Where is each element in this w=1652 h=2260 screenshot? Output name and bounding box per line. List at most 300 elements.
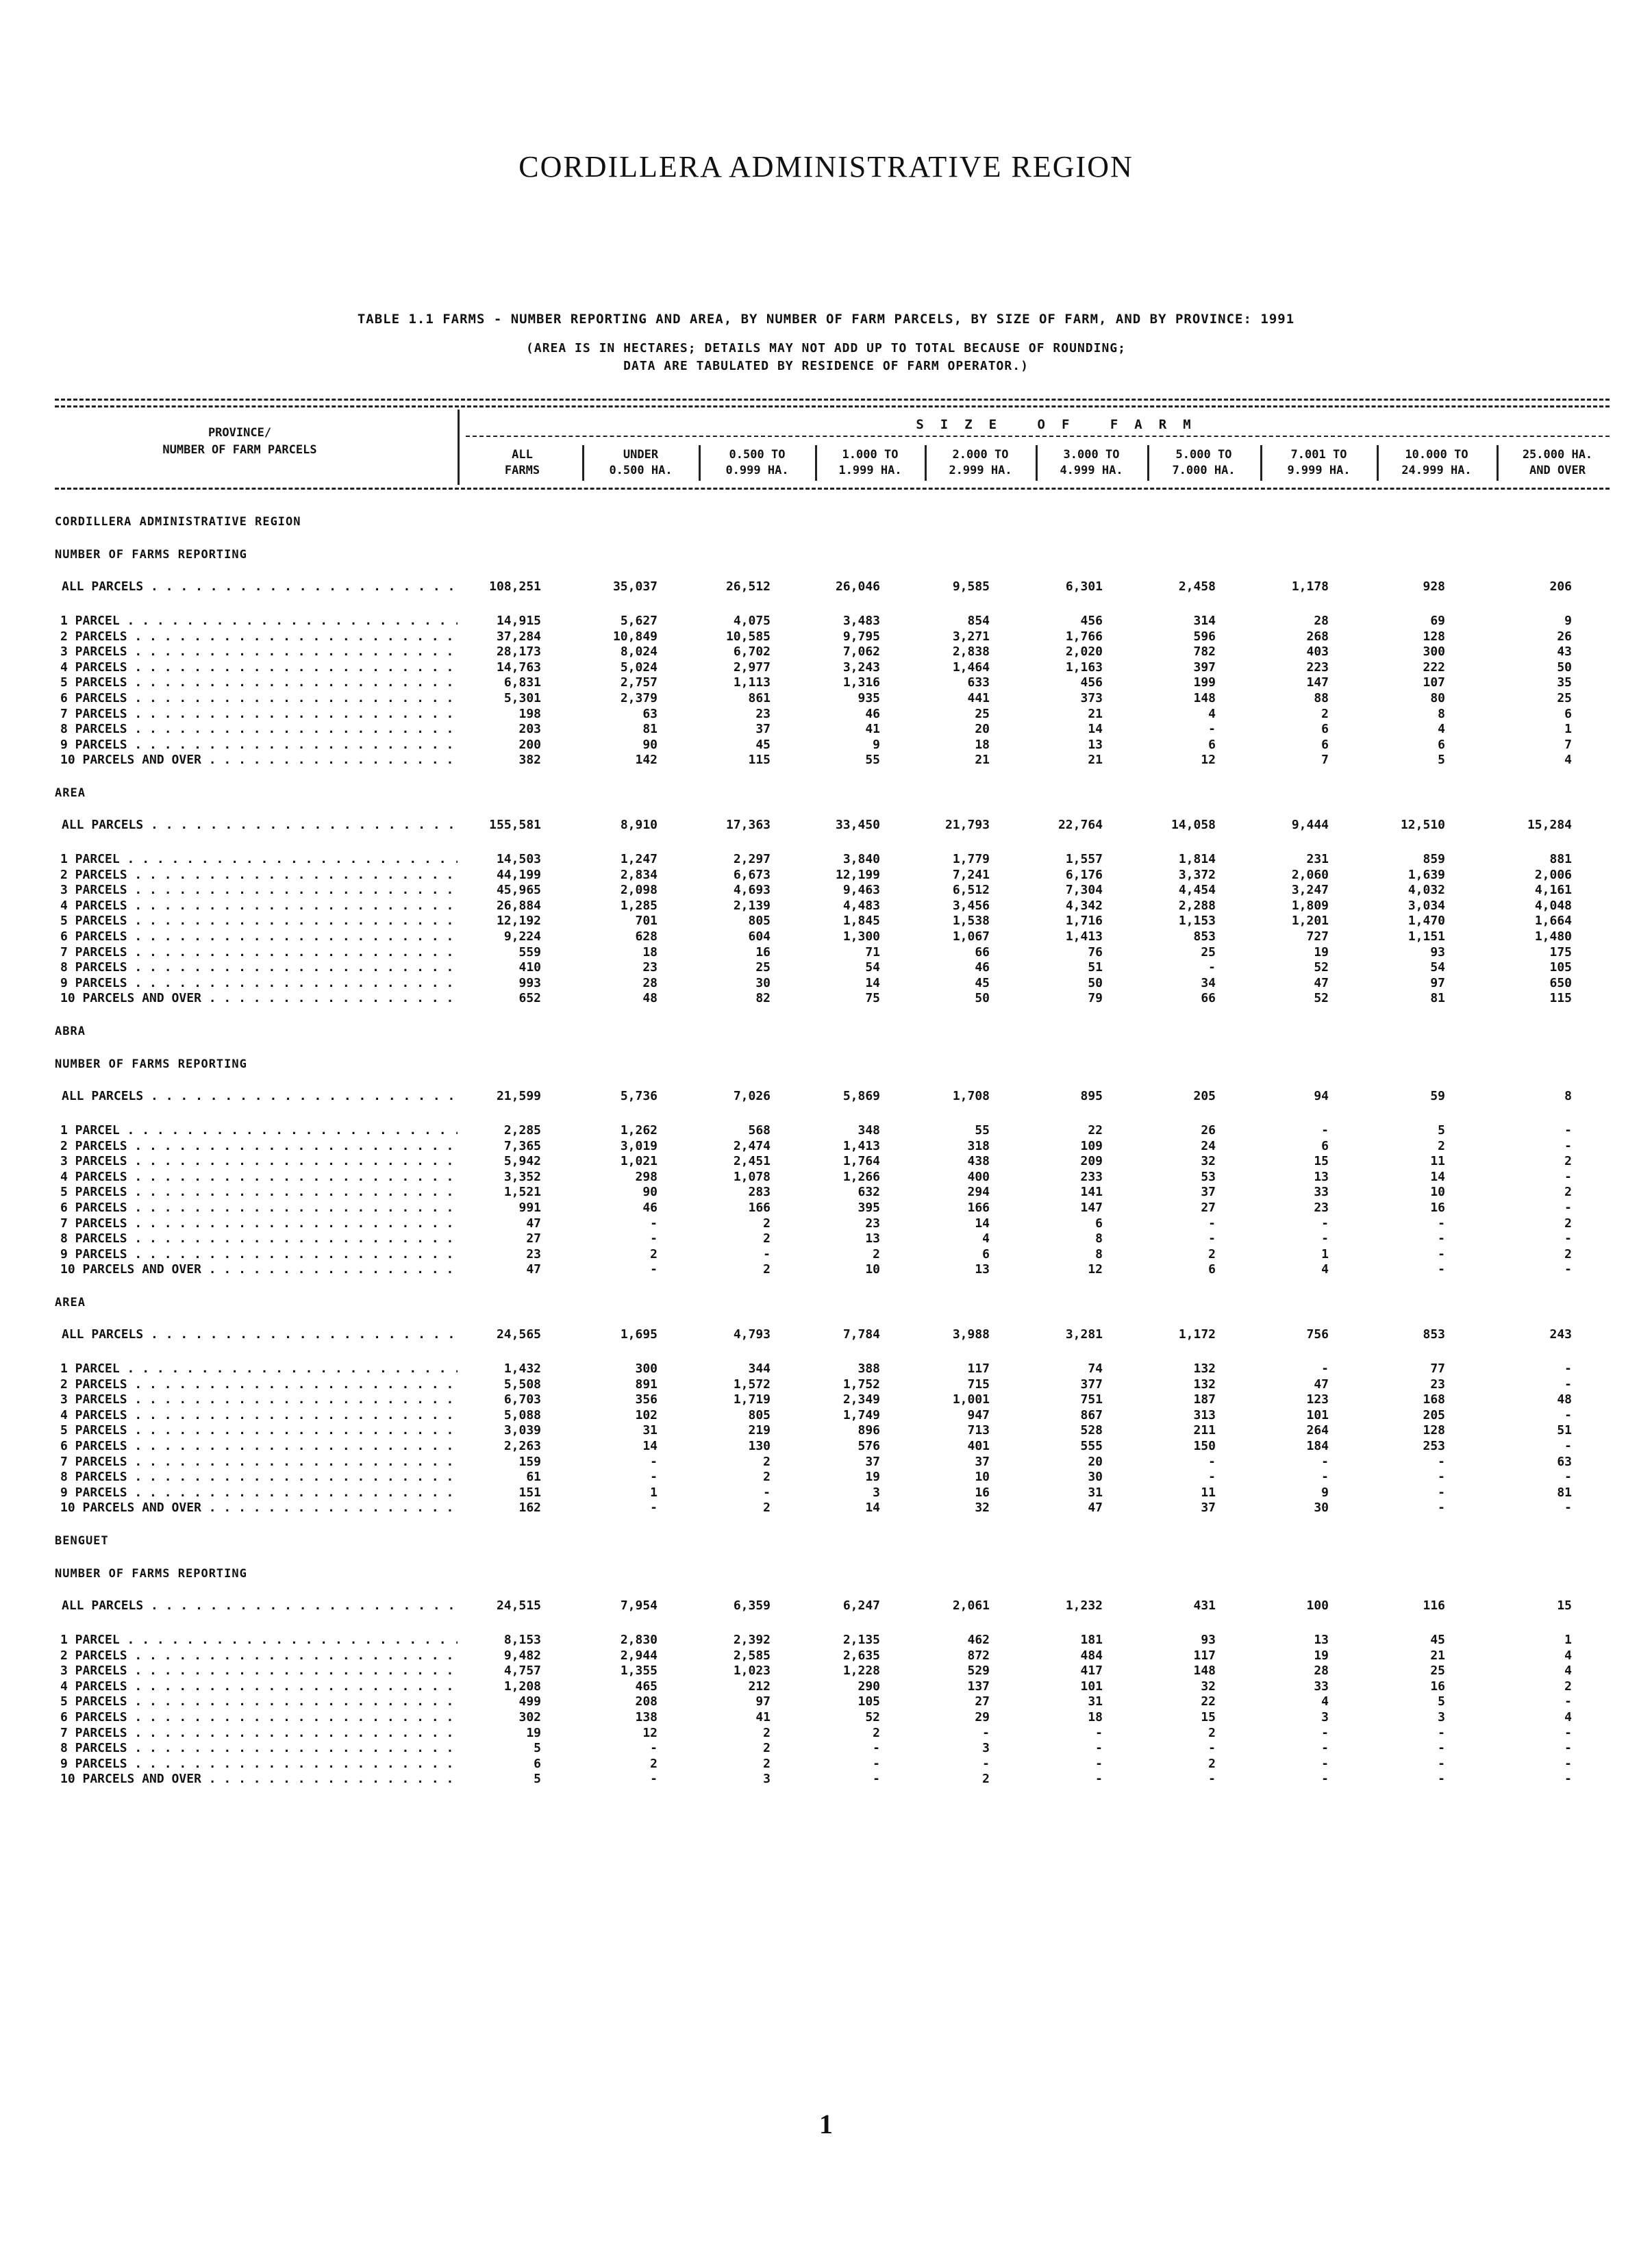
row-label: 9 PARCELS . . .: [60, 1247, 458, 1261]
table-cell: 2,944: [620, 1648, 658, 1663]
table-cell: 46: [642, 1201, 658, 1215]
table-cell: 32: [1201, 1154, 1216, 1169]
table-cell: -: [873, 1756, 880, 1771]
table-cell: 555: [1080, 1439, 1103, 1453]
table-cell: 209: [1080, 1154, 1103, 1169]
table-cell: 1,153: [1178, 914, 1216, 929]
table-cell: 1,113: [733, 675, 771, 690]
table-cell: 9: [1321, 1485, 1329, 1500]
table-cell: 253: [1423, 1439, 1445, 1453]
table-cell: 2: [1564, 1185, 1572, 1200]
table-cell: -: [1438, 1725, 1445, 1740]
table-row: [0, 1231, 1652, 1248]
table-cell: 25: [1557, 691, 1572, 705]
table-cell: 7,062: [842, 644, 880, 660]
table-cell: 27: [526, 1231, 541, 1246]
row-label: 4 PARCELS . . .: [60, 1679, 458, 1694]
table-cell: 25: [1201, 944, 1216, 959]
row-label: ALL PARCELS . . .: [62, 579, 459, 594]
table-cell: 1,163: [1065, 660, 1103, 675]
table-cell: -: [1564, 1470, 1572, 1485]
table-cell: 12: [1201, 753, 1216, 768]
table-cell: 16: [1430, 1201, 1445, 1215]
table-cell: 22,764: [1057, 818, 1103, 832]
table-cell: 93: [1430, 944, 1445, 959]
row-label: 6 PARCELS . . .: [60, 691, 458, 705]
table-cell: 75: [865, 991, 880, 1006]
table-cell: 59: [1430, 1089, 1445, 1103]
column-header-line1: 25.000 HA.: [1522, 448, 1593, 462]
table-row: [0, 1455, 1652, 1471]
table-cell: 8: [1438, 706, 1445, 721]
table-cell: 1: [650, 1485, 658, 1500]
table-cell: 318: [967, 1138, 990, 1153]
table-cell: 9,444: [1291, 818, 1329, 832]
table-cell: 373: [1080, 691, 1103, 705]
table-cell: 61: [526, 1470, 541, 1485]
row-label: ALL PARCELS . . .: [62, 1327, 459, 1342]
table-cell: 400: [967, 1169, 990, 1184]
table-cell: 8,024: [620, 644, 658, 660]
row-label: 6 PARCELS . . .: [60, 1710, 458, 1724]
table-cell: -: [1321, 1454, 1329, 1469]
table-cell: 7,365: [503, 1138, 541, 1153]
table-cell: 2: [763, 1231, 771, 1246]
table-cell: 6: [1208, 737, 1216, 752]
column-header-line1: 2.000 TO: [952, 448, 1009, 462]
row-label: 5 PARCELS . . .: [60, 1423, 458, 1437]
table-cell: 3,271: [952, 629, 990, 644]
table-cell: 1,232: [1065, 1598, 1103, 1613]
table-cell: 219: [748, 1423, 771, 1438]
table-cell: 881: [1549, 852, 1572, 866]
table-cell: 50: [975, 991, 990, 1006]
table-cell: -: [1438, 1485, 1445, 1500]
table-row: [0, 914, 1652, 930]
table-cell: 37: [1201, 1185, 1216, 1200]
table-cell: -: [982, 1756, 990, 1771]
table-cell: 6: [1438, 737, 1445, 752]
table-row: [0, 660, 1652, 677]
table-cell: 3,483: [842, 614, 880, 628]
row-label: 7 PARCELS . . .: [60, 1216, 458, 1231]
row-label: 10 PARCELS AND OVER . . .: [60, 1772, 458, 1786]
table-cell: 206: [1549, 579, 1572, 594]
column-header: [1147, 445, 1258, 481]
table-cell: 4,075: [733, 614, 771, 628]
table-cell: 30: [1314, 1501, 1329, 1516]
table-cell: 2,757: [620, 675, 658, 690]
table-cell: 31: [1088, 1694, 1103, 1709]
table-cell: 37,284: [496, 629, 541, 644]
table-cell: 7,026: [733, 1089, 771, 1103]
row-label: 3 PARCELS . . .: [60, 883, 458, 897]
table-cell: -: [1564, 1361, 1572, 1376]
table-cell: 1,178: [1291, 579, 1329, 594]
table-cell: 23: [526, 1246, 541, 1261]
table-cell: 123: [1306, 1392, 1329, 1407]
table-cell: -: [650, 1741, 658, 1756]
table-cell: 14: [1088, 722, 1103, 737]
table-cell: -: [1564, 1262, 1572, 1277]
table-row: [0, 691, 1652, 707]
table-cell: 9: [873, 737, 880, 752]
table-cell: 1,845: [842, 914, 880, 929]
table-cell: 2,020: [1065, 644, 1103, 660]
table-note-line2: DATA ARE TABULATED BY RESIDENCE OF FARM OPERATOR.): [623, 359, 1029, 373]
table-cell: -: [1564, 1694, 1572, 1709]
table-cell: 290: [858, 1679, 880, 1694]
column-header-line2: AND OVER: [1529, 464, 1586, 477]
table-cell: 30: [1088, 1470, 1103, 1485]
table-cell: 151: [518, 1485, 541, 1500]
table-cell: 93: [1201, 1633, 1216, 1647]
table-cell: 2,135: [842, 1633, 880, 1647]
table-cell: -: [1208, 1470, 1216, 1485]
table-cell: 991: [518, 1201, 541, 1215]
table-cell: 22: [1201, 1694, 1216, 1709]
all-parcels-row: [0, 1327, 1652, 1344]
table-cell: 2: [763, 1725, 771, 1740]
column-header-line2: 24.999 HA.: [1401, 464, 1472, 477]
table-cell: 18: [1088, 1710, 1103, 1724]
row-label: 5 PARCELS . . .: [60, 1694, 458, 1709]
table-cell: -: [1564, 1169, 1572, 1184]
table-cell: 47: [526, 1262, 541, 1277]
table-cell: 54: [1430, 960, 1445, 975]
table-cell: 45,965: [496, 883, 541, 898]
table-cell: 13: [1314, 1169, 1329, 1184]
table-cell: 108,251: [489, 579, 541, 594]
table-cell: 3,034: [1407, 898, 1445, 913]
table-cell: 300: [635, 1361, 658, 1376]
table-cell: 79: [1088, 991, 1103, 1006]
table-cell: 117: [1193, 1648, 1216, 1663]
table-cell: 859: [1423, 852, 1445, 866]
table-cell: 80: [1430, 691, 1445, 705]
table-row: [0, 1470, 1652, 1486]
table-cell: 2: [1208, 1756, 1216, 1771]
table-cell: 26,512: [725, 579, 771, 594]
table-cell: 45: [975, 975, 990, 990]
table-cell: 9,224: [503, 929, 541, 944]
table-cell: 1,749: [842, 1407, 880, 1422]
column-header-line2: 9.999 HA.: [1287, 464, 1351, 477]
table-cell: 33: [1314, 1679, 1329, 1694]
table-row: [0, 1185, 1652, 1201]
table-cell: 8: [1564, 1089, 1572, 1103]
table-cell: 896: [858, 1423, 880, 1438]
table-cell: 52: [1314, 960, 1329, 975]
row-label: 7 PARCELS . . .: [60, 945, 458, 959]
row-label: 9 PARCELS . . .: [60, 1485, 458, 1500]
column-header-line2: 1.999 HA.: [838, 464, 902, 477]
table-cell: 102: [635, 1407, 658, 1422]
table-cell: 13: [975, 1262, 990, 1277]
table-cell: 31: [1088, 1485, 1103, 1500]
row-label: 6 PARCELS . . .: [60, 1201, 458, 1215]
table-cell: 109: [1080, 1138, 1103, 1153]
table-cell: 410: [518, 960, 541, 975]
table-row: [0, 1501, 1652, 1517]
table-cell: -: [763, 1246, 771, 1261]
row-label: 8 PARCELS . . .: [60, 1741, 458, 1755]
row-label: 7 PARCELS . . .: [60, 1726, 458, 1740]
table-cell: -: [1564, 1772, 1572, 1787]
table-cell: 2,006: [1534, 867, 1572, 882]
table-cell: 35: [1557, 675, 1572, 690]
table-cell: 652: [518, 991, 541, 1006]
table-cell: 32: [1201, 1679, 1216, 1694]
table-cell: 28: [1314, 614, 1329, 628]
table-cell: -: [1564, 1439, 1572, 1453]
table-cell: 138: [635, 1710, 658, 1724]
table-cell: 13: [865, 1231, 880, 1246]
table-cell: 1,023: [733, 1663, 771, 1679]
table-cell: 187: [1193, 1392, 1216, 1407]
table-cell: 314: [1193, 614, 1216, 628]
table-cell: 2,635: [842, 1648, 880, 1663]
table-cell: 727: [1306, 929, 1329, 944]
table-cell: 2,263: [503, 1439, 541, 1453]
table-cell: 23: [1314, 1201, 1329, 1215]
table-cell: 205: [1423, 1407, 1445, 1422]
table-cell: 10,585: [725, 629, 771, 644]
table-cell: 1: [1564, 722, 1572, 737]
table-cell: 872: [967, 1648, 990, 1663]
table-cell: 162: [518, 1501, 541, 1516]
table-cell: 13: [1088, 737, 1103, 752]
table-cell: 1,432: [503, 1361, 541, 1376]
table-cell: 3,247: [1291, 883, 1329, 898]
table-cell: 15: [1314, 1154, 1329, 1169]
table-row: [0, 1772, 1652, 1788]
table-cell: 3,352: [503, 1169, 541, 1184]
table-cell: 5,024: [620, 660, 658, 675]
table-cell: 283: [748, 1185, 771, 1200]
row-label: 6 PARCELS . . .: [60, 1439, 458, 1453]
table-cell: 88: [1314, 691, 1329, 705]
row-label: 7 PARCELS . . .: [60, 1455, 458, 1469]
table-cell: 4,793: [733, 1327, 771, 1342]
table-cell: -: [1438, 1216, 1445, 1231]
table-row: [0, 707, 1652, 723]
table-row: [0, 883, 1652, 899]
table-row: [0, 629, 1652, 646]
table-cell: 1,752: [842, 1377, 880, 1392]
table-cell: 438: [967, 1154, 990, 1169]
table-cell: 2: [873, 1725, 880, 1740]
table-cell: 6: [1208, 1262, 1216, 1277]
table-cell: 43: [1557, 644, 1572, 660]
column-header: [582, 445, 697, 481]
table-row: [0, 1377, 1652, 1394]
table-cell: 4: [982, 1231, 990, 1246]
table-cell: 1,719: [733, 1392, 771, 1407]
table-cell: -: [1095, 1772, 1103, 1787]
table-cell: 1,228: [842, 1663, 880, 1679]
province-heading: ABRA: [55, 1025, 86, 1038]
table-cell: 2: [763, 1262, 771, 1277]
table-cell: 14,503: [496, 852, 541, 866]
table-row: [0, 1726, 1652, 1742]
table-cell: 208: [635, 1694, 658, 1709]
stub-header: [68, 425, 411, 459]
table-cell: 82: [755, 991, 771, 1006]
row-label: 2 PARCELS . . .: [60, 1648, 458, 1663]
row-label: 10 PARCELS AND OVER . . .: [60, 991, 458, 1005]
table-cell: -: [1321, 1772, 1329, 1787]
column-header-line1: 10.000 TO: [1405, 448, 1468, 462]
table-cell: 1,480: [1534, 929, 1572, 944]
table-cell: -: [1438, 1454, 1445, 1469]
table-cell: 9,482: [503, 1648, 541, 1663]
table-cell: 11: [1201, 1485, 1216, 1500]
row-label: 9 PARCELS . . .: [60, 1757, 458, 1771]
table-cell: 853: [1423, 1327, 1445, 1342]
table-cell: -: [1564, 1377, 1572, 1392]
number-reporting-heading: NUMBER OF FARMS REPORTING: [55, 1057, 247, 1071]
table-cell: 1,300: [842, 929, 880, 944]
table-cell: 51: [1088, 960, 1103, 975]
table-cell: 1,355: [620, 1663, 658, 1679]
table-cell: 19: [865, 1470, 880, 1485]
table-cell: 77: [1430, 1361, 1445, 1376]
table-cell: 1,078: [733, 1169, 771, 1184]
table-cell: 14: [865, 1501, 880, 1516]
table-row: [0, 1741, 1652, 1757]
table-cell: 713: [967, 1423, 990, 1438]
table-caption: TABLE 1.1 FARMS - NUMBER REPORTING AND AREA, BY NUMBER OF FARM PARCELS, BY SIZE OF FARM, AND BY PROVINCE: 1991: [357, 312, 1295, 327]
table-cell: 1,151: [1407, 929, 1445, 944]
table-cell: 21: [1088, 706, 1103, 721]
column-header-line2: FARMS: [504, 464, 540, 477]
row-label: 10 PARCELS AND OVER . . .: [60, 1262, 458, 1277]
row-label: ALL PARCELS . . .: [62, 818, 459, 832]
row-label: 3 PARCELS . . .: [60, 1663, 458, 1678]
table-cell: 782: [1193, 644, 1216, 660]
column-header-line1: 7.001 TO: [1290, 448, 1347, 462]
area-heading: AREA: [55, 786, 86, 800]
table-cell: 1,572: [733, 1377, 771, 1392]
table-cell: 47: [1088, 1501, 1103, 1516]
table-cell: -: [650, 1772, 658, 1787]
table-cell: 2: [1564, 1216, 1572, 1231]
table-cell: 23: [865, 1216, 880, 1231]
table-cell: 7: [1321, 753, 1329, 768]
table-cell: 25: [1430, 1663, 1445, 1679]
table-cell: -: [763, 1485, 771, 1500]
table-cell: 5: [1438, 753, 1445, 768]
row-label: 4 PARCELS . . .: [60, 1170, 458, 1184]
table-cell: 35,037: [612, 579, 658, 594]
number-reporting-heading: NUMBER OF FARMS REPORTING: [55, 1567, 247, 1581]
table-row: [0, 1361, 1652, 1378]
table-cell: 6: [1321, 722, 1329, 737]
table-cell: 2,349: [842, 1392, 880, 1407]
table-cell: 21: [1088, 753, 1103, 768]
table-cell: -: [1438, 1470, 1445, 1485]
row-label: ALL PARCELS . . .: [62, 1089, 459, 1103]
column-header-line1: 0.500 TO: [729, 448, 786, 462]
table-cell: 3: [1438, 1710, 1445, 1724]
table-cell: 1,285: [620, 898, 658, 913]
table-cell: 1,809: [1291, 898, 1329, 913]
table-cell: 23: [642, 960, 658, 975]
table-cell: 94: [1314, 1089, 1329, 1103]
table-cell: 5: [1438, 1694, 1445, 1709]
table-cell: 16: [975, 1485, 990, 1500]
table-cell: 198: [518, 706, 541, 721]
table-cell: 1,779: [952, 852, 990, 866]
table-cell: 1,764: [842, 1154, 880, 1169]
table-cell: 37: [1201, 1501, 1216, 1516]
row-label: 3 PARCELS . . .: [60, 1154, 458, 1168]
table-cell: 6,176: [1065, 867, 1103, 882]
table-cell: 484: [1080, 1648, 1103, 1663]
table-cell: 31: [642, 1423, 658, 1438]
table-cell: 348: [858, 1123, 880, 1138]
table-cell: 2: [650, 1756, 658, 1771]
table-cell: 4: [1564, 1663, 1572, 1679]
table-cell: 302: [518, 1710, 541, 1724]
table-cell: 21,599: [496, 1089, 541, 1103]
table-cell: 63: [1557, 1454, 1572, 1469]
table-row: [0, 1392, 1652, 1409]
column-header-line1: UNDER: [623, 448, 659, 462]
table-cell: 47: [526, 1216, 541, 1231]
table-row: [0, 1663, 1652, 1680]
table-cell: 388: [858, 1361, 880, 1376]
table-cell: 2,392: [733, 1633, 771, 1647]
table-cell: 24,565: [496, 1327, 541, 1342]
table-cell: 756: [1306, 1327, 1329, 1342]
table-cell: 382: [518, 753, 541, 768]
table-cell: 14: [1430, 1169, 1445, 1184]
table-cell: 10,849: [612, 629, 658, 644]
table-cell: 2: [1564, 1679, 1572, 1694]
table-cell: 2,834: [620, 867, 658, 882]
table-cell: 128: [1423, 629, 1445, 644]
all-parcels-row: [0, 818, 1652, 834]
table-cell: 2,474: [733, 1138, 771, 1153]
table-cell: 3: [873, 1485, 880, 1500]
table-cell: 6,512: [952, 883, 990, 898]
table-cell: -: [1438, 1772, 1445, 1787]
table-cell: 47: [1314, 975, 1329, 990]
row-label: 4 PARCELS . . .: [60, 660, 458, 675]
table-cell: 6: [982, 1246, 990, 1261]
table-cell: 3,243: [842, 660, 880, 675]
table-row: [0, 1170, 1652, 1186]
row-label: 5 PARCELS . . .: [60, 675, 458, 690]
table-cell: 853: [1193, 929, 1216, 944]
table-cell: 23: [1430, 1377, 1445, 1392]
table-cell: 147: [1080, 1201, 1103, 1215]
table-cell: 19: [1314, 944, 1329, 959]
table-cell: 4: [1321, 1262, 1329, 1277]
table-cell: 12,510: [1400, 818, 1445, 832]
column-header: [1377, 445, 1494, 481]
table-cell: 5,736: [620, 1089, 658, 1103]
table-cell: 44,199: [496, 867, 541, 882]
table-cell: 2: [763, 1756, 771, 1771]
table-cell: 6,359: [733, 1598, 771, 1613]
table-cell: 3,988: [952, 1327, 990, 1342]
table-row: [0, 991, 1652, 1007]
table-cell: 25: [755, 960, 771, 975]
table-row: [0, 1154, 1652, 1170]
